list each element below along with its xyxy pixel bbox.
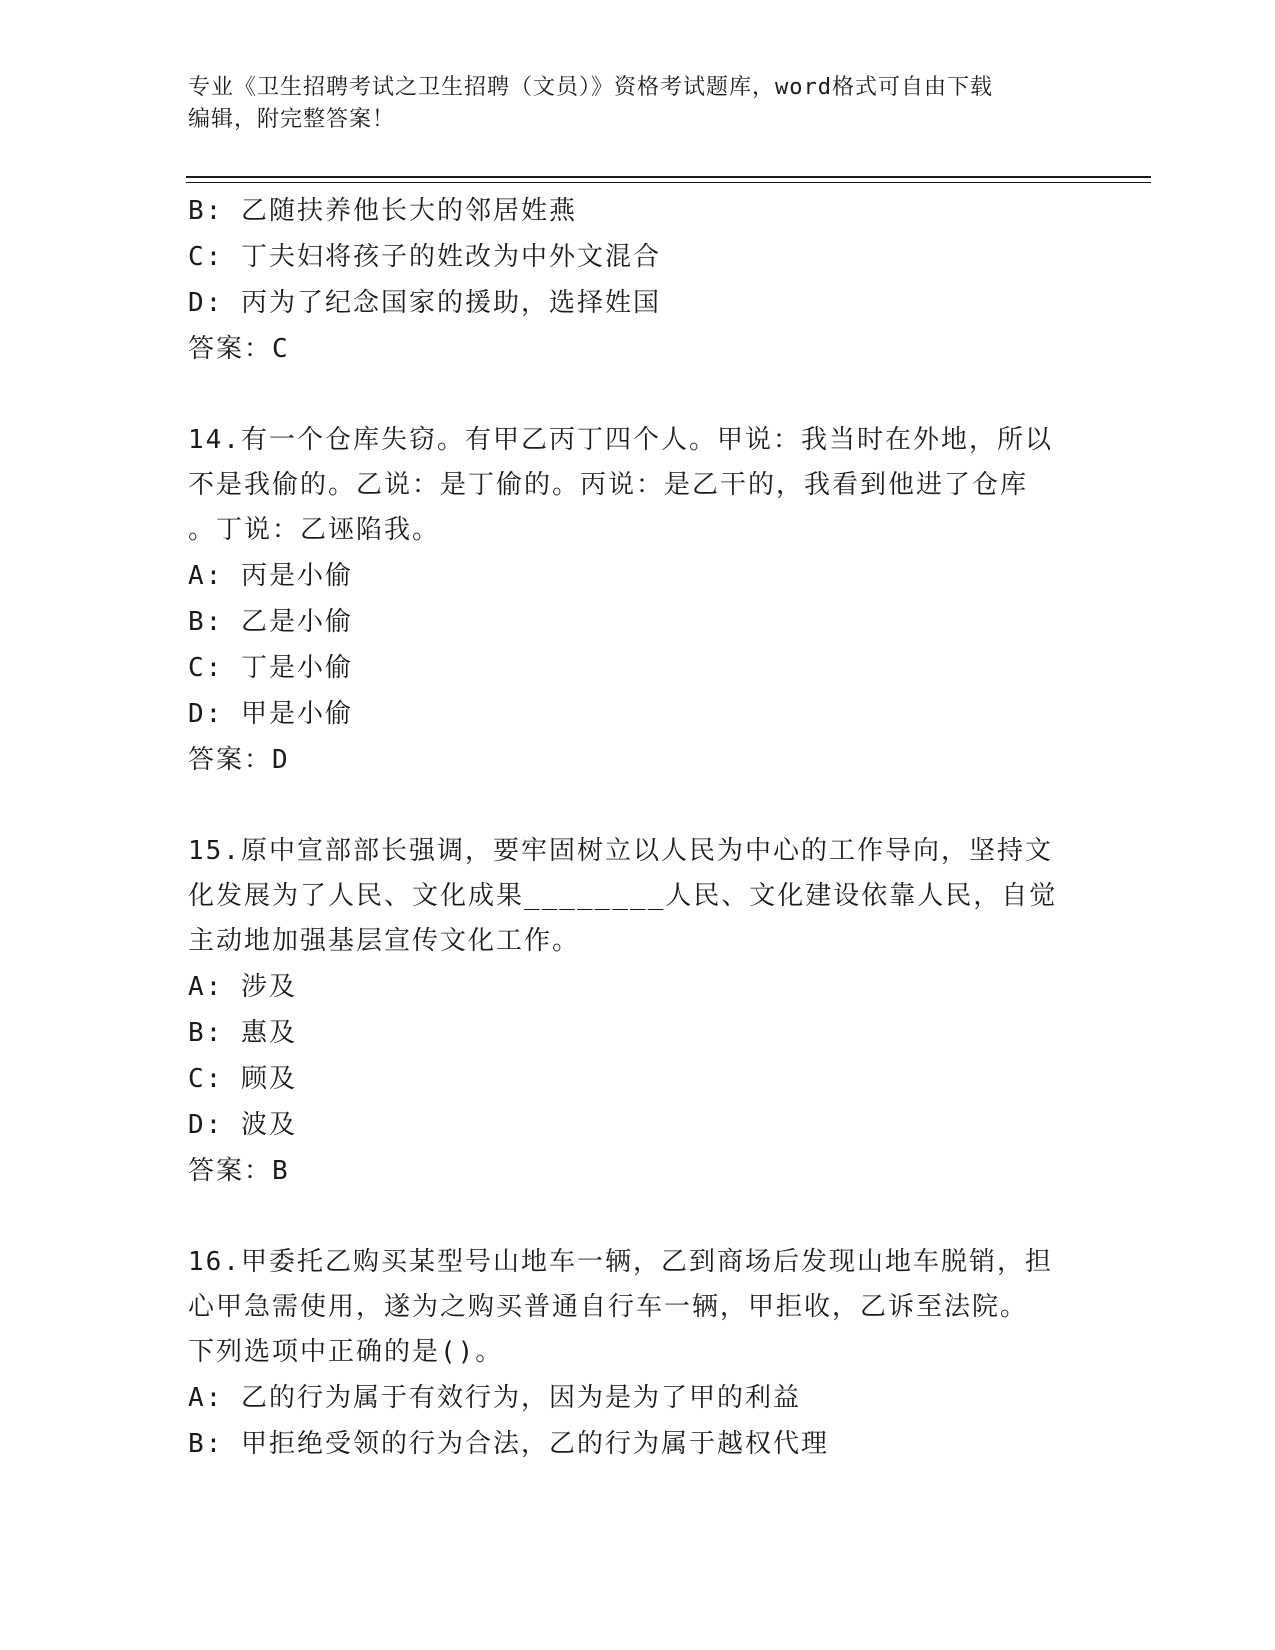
q16-stem-line-3: 下列选项中正确的是()。 bbox=[188, 1337, 504, 1367]
q15-answer: 答案：B bbox=[188, 1156, 290, 1186]
document-header bbox=[188, 72, 1088, 136]
q14-stem-line-1: 14.有一个仓库失窃。有甲乙丙丁四个人。甲说：我当时在外地，所以 bbox=[188, 425, 1053, 455]
q13-option-b: B: 乙随扶养他长大的邻居姓燕 bbox=[188, 196, 577, 226]
spacer bbox=[188, 783, 1088, 829]
q13-answer: 答案：C bbox=[188, 334, 290, 364]
q16-stem-line-2: 心甲急需使用，遂为之购买普通自行车一辆，甲拒收，乙诉至法院。 bbox=[188, 1292, 1029, 1322]
q15-option-a: A: 涉及 bbox=[188, 972, 297, 1002]
spacer bbox=[188, 372, 1088, 418]
question-content bbox=[188, 188, 1088, 1467]
header-line-1: 专业《卫生招聘考试之卫生招聘（文员）》资格考试题库，word格式可自由下载 bbox=[188, 75, 993, 100]
q14-stem-line-3: 。丁说：乙诬陷我。 bbox=[188, 515, 441, 545]
q15-option-c: C: 顾及 bbox=[188, 1064, 297, 1094]
q15-stem-line-1: 15.原中宣部部长强调，要牢固树立以人民为中心的工作导向，坚持文 bbox=[188, 836, 1053, 866]
q15-option-b: B: 惠及 bbox=[188, 1018, 297, 1048]
q14-option-b: B: 乙是小偷 bbox=[188, 607, 353, 637]
q14-option-c: C: 丁是小偷 bbox=[188, 653, 353, 683]
header-line-2: 编辑，附完整答案！ bbox=[188, 107, 396, 132]
q13-option-d: D: 丙为了纪念国家的援助，选择姓国 bbox=[188, 288, 661, 318]
q16-option-b: B: 甲拒绝受领的行为合法，乙的行为属于越权代理 bbox=[188, 1429, 829, 1459]
header-divider-thick bbox=[186, 176, 1151, 178]
q15-option-d: D: 波及 bbox=[188, 1110, 297, 1140]
q14-answer: 答案：D bbox=[188, 745, 290, 775]
q16-stem-line-1: 16.甲委托乙购买某型号山地车一辆，乙到商场后发现山地车脱销，担 bbox=[188, 1247, 1053, 1277]
q14-option-a: A: 丙是小偷 bbox=[188, 561, 353, 591]
spacer bbox=[188, 1194, 1088, 1240]
q15-stem-line-3: 主动地加强基层宣传文化工作。 bbox=[188, 926, 581, 956]
header-divider-thin bbox=[186, 182, 1151, 183]
q14-stem-line-2: 不是我偷的。乙说：是丁偷的。丙说：是乙干的，我看到他进了仓库 bbox=[188, 470, 1029, 500]
question-16 bbox=[188, 1240, 1088, 1467]
q14-option-d: D: 甲是小偷 bbox=[188, 699, 353, 729]
question-15 bbox=[188, 829, 1088, 1194]
q13-option-c: C: 丁夫妇将孩子的姓改为中外文混合 bbox=[188, 242, 661, 272]
question-13 bbox=[188, 188, 1088, 372]
q15-stem-line-2: 化发展为了人民、文化成果________人民、文化建设依靠人民，自觉 bbox=[188, 881, 1058, 911]
question-14 bbox=[188, 418, 1088, 783]
q16-option-a: A: 乙的行为属于有效行为，因为是为了甲的利益 bbox=[188, 1383, 801, 1413]
